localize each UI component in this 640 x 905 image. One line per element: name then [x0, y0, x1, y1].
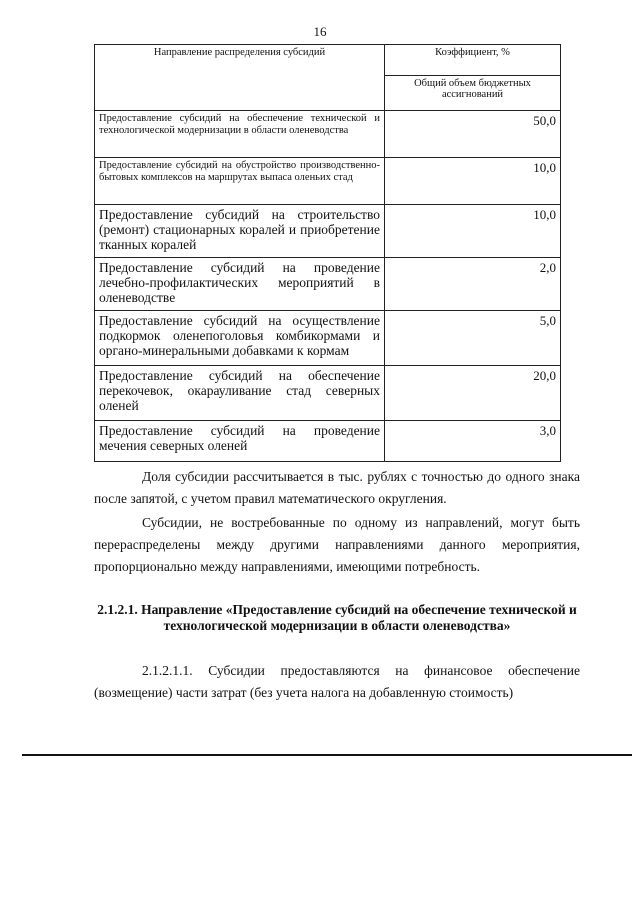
row-direction: Предоставление субсидий на обустройство производственно-бытовых комплексов на маршрутах выпаса оленьих стад: [95, 158, 385, 205]
table-row: [95, 205, 561, 258]
paragraph-rounding: Доля субсидии рассчитывается в тыс. рублях с точностью до одного знака после запятой, с учетом правил математического округления.: [94, 469, 580, 506]
header-coefficient-sub: Общий объем бюджетных ассигнований: [385, 76, 561, 111]
row-coefficient: 2,0: [385, 258, 561, 311]
page-number: 16: [313, 24, 327, 39]
table-row: [95, 258, 561, 311]
table-row: [95, 111, 561, 158]
table-row: [95, 421, 561, 462]
table-row: [95, 158, 561, 205]
subsidy-distribution-table: [94, 44, 561, 462]
row-direction: Предоставление субсидий на обеспечение перекочевок, окарауливание стад северных оленей: [95, 366, 385, 421]
header-coefficient: Коэффициент, %: [385, 45, 561, 76]
header-direction: Направление распределения субсидий: [95, 45, 385, 111]
row-coefficient: 10,0: [385, 158, 561, 205]
row-coefficient: 50,0: [385, 111, 561, 158]
horizontal-rule: [22, 754, 632, 756]
table-header-row: [95, 45, 561, 76]
row-direction: Предоставление субсидий на осуществление подкормок оленепоголовья комбикормами и органо-минеральными добавками к кормам: [95, 311, 385, 366]
paragraph-redistribution: Субсидии, не востребованные по одному из направлений, могут быть перераспределены между другими направлениями данного мероприятия, пропорционально между направлениями, имеющими потребность.: [94, 515, 580, 574]
table-row: [95, 311, 561, 366]
paragraph-subsidies: 2.1.2.1.1. Субсидии предоставляются на финансовое обеспечение (возмещение) части затрат (без учета налога на добавленную стоимость): [94, 663, 580, 700]
row-direction: Предоставление субсидий на строительство (ремонт) стационарных коралей и приобретение тканных коралей: [95, 205, 385, 258]
row-direction: Предоставление субсидий на проведение лечебно-профилактических мероприятий в оленеводстве: [95, 258, 385, 311]
table-row: [95, 366, 561, 421]
row-coefficient: 3,0: [385, 421, 561, 462]
section-heading: 2.1.2.1. Направление «Предоставление субсидий на обеспечение технической и технологической модернизации в области оленеводства»: [97, 602, 577, 633]
row-coefficient: 5,0: [385, 311, 561, 366]
row-coefficient: 10,0: [385, 205, 561, 258]
row-coefficient: 20,0: [385, 366, 561, 421]
row-direction: Предоставление субсидий на проведение мечения северных оленей: [95, 421, 385, 462]
row-direction: Предоставление субсидий на обеспечение технической и технологической модернизации в области оленеводства: [95, 111, 385, 158]
